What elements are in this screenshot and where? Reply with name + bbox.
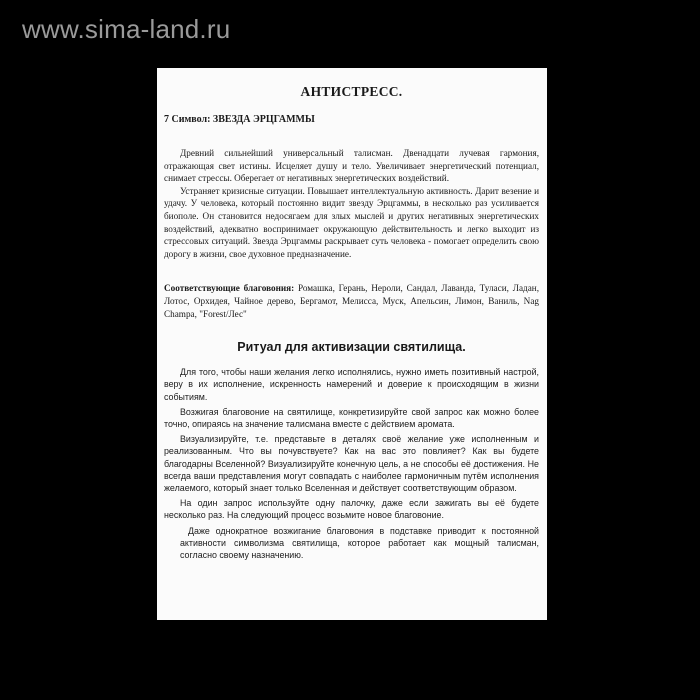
paragraph: Устраняет кризисные ситуации. Повышает интеллектуальную активность. Дарит везение и удачу. У человека, который постоянно видит звезду Эрцгаммы, в несколько раз усиливается биополе. Он становится недосягаем для злых мыслей и других негативных энергетических воздействий, адекватно воспринимает окружающую действительность и легко выходит из стрессовых ситуаций. Звезда Эрцгаммы раскрывает суть человека - помогает определить свою дорогу в жизни, свое духовное предназначение.	[164, 185, 539, 259]
ritual-section	[164, 366, 539, 561]
ritual-heading: Ритуал для активизации святилища.	[237, 340, 466, 355]
ritual-paragraph: На один запрос используйте одну палочку, даже если зажигать вы её будете несколько раз. На следующий процесс возьмите новое благовоние.	[164, 498, 539, 521]
scents-paragraph	[164, 282, 539, 320]
scents-label: Соответствующие благовония:	[164, 283, 295, 294]
ritual-paragraph: Визуализируйте, т.е. представьте в деталях своё желание уже исполненным и реализованным. Что вы почувствуете? Как на вас это повлияет? Как вы будете благодарны Вселенной? Визуализируйте конечную цель, а не способы её достижения. Не всегда ваши представления могут совпадать с наиболее гармоничным путём исполнения желаемого, который знает только Вселенная и действует соответствующим образом.	[164, 434, 539, 493]
symbol-heading: 7 Символ: ЗВЕЗДА ЭРЦГАММЫ	[164, 114, 315, 125]
document-title: АНТИСТРЕСС.	[300, 84, 403, 99]
description-section	[164, 147, 539, 260]
watermark: www.sima-land.ru	[22, 14, 231, 44]
ritual-paragraph: Для того, чтобы наши желания легко исполнялись, нужно иметь позитивный настрой, веру в их исполнение, искренность намерений и доверие к происходящим в жизни событиям.	[164, 367, 539, 402]
document-page	[157, 68, 547, 620]
paragraph: Древний сильнейший универсальный талисман. Двенадцати лучевая гармония, отражающая свет истины. Исцеляет душу и тело. Увеличивает энергетический потенциал, снимает стрессы. Оберегает от негативных энергетических воздействий.	[164, 148, 539, 184]
scents-list: Ромашка, Герань, Нероли, Сандал, Лаванда, Туласи, Ладан, Лотос, Орхидея, Чайное дерево, Бергамот, Мелисса, Муск, Апельсин, Лимон, Ваниль, Nag Champa, "Forest/Лес"	[164, 283, 539, 319]
ritual-paragraph: Даже однократное возжигание благовония в подставке приводит к постоянной активности символизма святилища, которое работает как мощный талисман, согласно своему назначению.	[180, 525, 539, 560]
ritual-paragraph: Возжигая благовоние на святилище, конкретизируйте свой запрос как можно более точно, опираясь на значение талисмана вместе с действием аромата.	[164, 406, 539, 429]
